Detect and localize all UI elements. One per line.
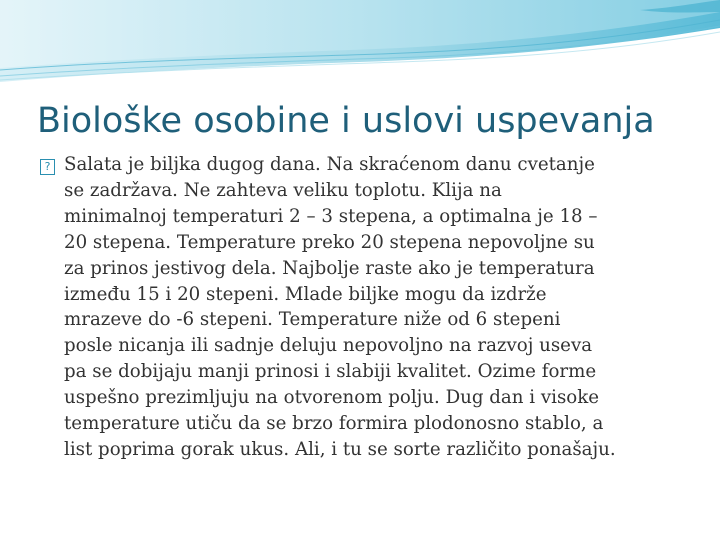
paragraph (64, 152, 700, 463)
replacement-character-icon: ? (40, 159, 55, 175)
bullet-item (40, 152, 700, 463)
paragraph-line: pa se dobijaju manji prinosi i slabiji kvalitet. Ozime forme (64, 361, 597, 383)
paragraph-line: između 15 i 20 stepeni. Mlade biljke mogu da izdrže (64, 283, 547, 305)
paragraph-line: temperature utiču da se brzo formira plodonosno stablo, a (64, 413, 604, 435)
paragraph-line: 20 stepena. Temperature preko 20 stepena nepovoljne su (64, 231, 595, 253)
paragraph-line: mrazeve do -6 stepeni. Temperature niže od 6 stepeni (64, 309, 561, 331)
paragraph-line: list poprima gorak ukus. Ali, i tu se sorte različito ponašaju. (64, 438, 616, 460)
paragraph-line: posle nicanja ili sadnje deluju nepovoljno na razvoj useva (64, 335, 593, 357)
paragraph-line: za prinos jestivog dela. Najbolje raste ako je temperatura (64, 257, 595, 279)
header-wave-decoration (0, 0, 720, 90)
paragraph-line: minimalnoj temperaturi 2 – 3 stepena, a optimalna je 18 – (64, 205, 598, 227)
slide-content (40, 152, 700, 463)
slide-title: Biološke osobine i uslovi uspevanja (37, 101, 655, 141)
paragraph-line: se zadržava. Ne zahteva veliku toplotu. Klija na (64, 179, 502, 201)
paragraph-line: uspešno prezimljuju na otvorenom polju. Dug dan i visoke (64, 387, 600, 409)
paragraph-line: Salata je biljka dugog dana. Na skraćenom danu cvetanje (64, 154, 595, 175)
